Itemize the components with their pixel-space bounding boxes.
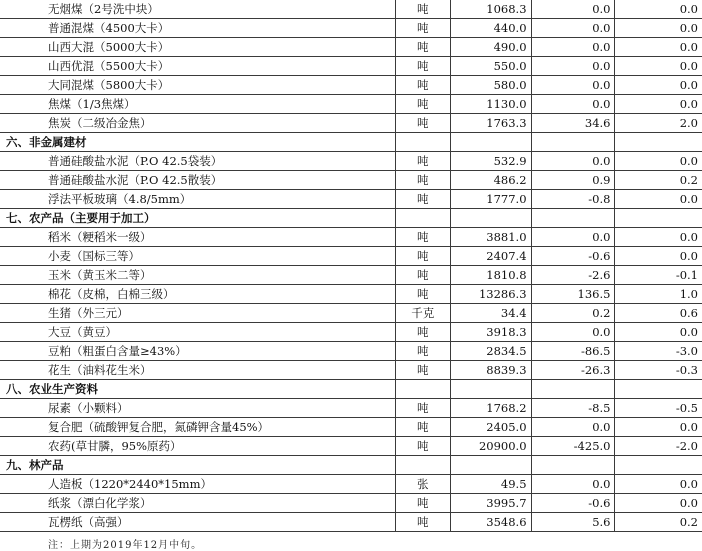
unit-cell (396, 456, 451, 475)
unit-cell: 吨 (396, 152, 451, 171)
category-row (0, 380, 702, 399)
change-cell (531, 380, 615, 399)
change-cell: 34.6 (531, 114, 615, 133)
item-name: 山西优混（5500大卡） (0, 57, 396, 76)
table-row (0, 399, 702, 418)
item-name: 浮法平板玻璃（4.8/5mm） (0, 190, 396, 209)
table-row (0, 38, 702, 57)
unit-cell: 吨 (396, 437, 451, 456)
change-cell (531, 209, 615, 228)
price-cell: 1068.3 (450, 0, 531, 19)
item-name: 大同混煤（5800大卡） (0, 76, 396, 95)
table-row (0, 323, 702, 342)
unit-cell: 吨 (396, 171, 451, 190)
change-cell: -0.8 (531, 190, 615, 209)
table-row (0, 247, 702, 266)
change-cell: -26.3 (531, 361, 615, 380)
percent-cell: 0.0 (615, 228, 702, 247)
table-row (0, 19, 702, 38)
percent-cell: 1.0 (615, 285, 702, 304)
table-row (0, 437, 702, 456)
table-row (0, 114, 702, 133)
category-title: 七、农产品（主要用于加工） (0, 209, 396, 228)
price-cell (450, 133, 531, 152)
percent-cell: 0.0 (615, 76, 702, 95)
percent-cell: 0.0 (615, 494, 702, 513)
percent-cell (615, 380, 702, 399)
unit-cell: 吨 (396, 190, 451, 209)
table-row (0, 418, 702, 437)
item-name: 无烟煤（2号洗中块） (0, 0, 396, 19)
category-row (0, 209, 702, 228)
change-cell: 0.0 (531, 19, 615, 38)
percent-cell: 0.0 (615, 0, 702, 19)
item-name: 棉花（皮棉，白棉三级） (0, 285, 396, 304)
price-cell: 490.0 (450, 38, 531, 57)
price-cell: 49.5 (450, 475, 531, 494)
price-cell: 1777.0 (450, 190, 531, 209)
price-cell: 13286.3 (450, 285, 531, 304)
change-cell: -0.6 (531, 247, 615, 266)
item-name: 普通硅酸盐水泥（P.O 42.5袋装） (0, 152, 396, 171)
change-cell: 0.0 (531, 323, 615, 342)
change-cell (531, 456, 615, 475)
category-title: 九、林产品 (0, 456, 396, 475)
price-cell: 2834.5 (450, 342, 531, 361)
item-name: 复合肥（硫酸钾复合肥，氮磷钾含量45%） (0, 418, 396, 437)
unit-cell: 吨 (396, 247, 451, 266)
table-row (0, 266, 702, 285)
unit-cell: 吨 (396, 266, 451, 285)
table-row (0, 494, 702, 513)
percent-cell: 0.0 (615, 418, 702, 437)
change-cell: 136.5 (531, 285, 615, 304)
percent-cell (615, 209, 702, 228)
change-cell (531, 133, 615, 152)
change-cell: 5.6 (531, 513, 615, 532)
table-row (0, 95, 702, 114)
change-cell: 0.0 (531, 76, 615, 95)
unit-cell: 吨 (396, 38, 451, 57)
percent-cell: 0.6 (615, 304, 702, 323)
change-cell: 0.0 (531, 38, 615, 57)
percent-cell: 0.2 (615, 171, 702, 190)
item-name: 生猪（外三元） (0, 304, 396, 323)
price-cell: 1810.8 (450, 266, 531, 285)
price-cell: 3548.6 (450, 513, 531, 532)
category-title: 八、农业生产资料 (0, 380, 396, 399)
table-row (0, 228, 702, 247)
footnote: 注：上期为2019年12月中旬。 (48, 540, 203, 551)
item-name: 山西大混（5000大卡） (0, 38, 396, 57)
item-name: 玉米（黄玉米二等） (0, 266, 396, 285)
table-row (0, 513, 702, 532)
change-cell: 0.2 (531, 304, 615, 323)
change-cell: 0.0 (531, 57, 615, 76)
change-cell: -8.5 (531, 399, 615, 418)
item-name: 豆粕（粗蛋白含量≥43%） (0, 342, 396, 361)
change-cell: 0.0 (531, 228, 615, 247)
unit-cell: 吨 (396, 494, 451, 513)
item-name: 纸浆（漂白化学浆） (0, 494, 396, 513)
price-cell: 550.0 (450, 57, 531, 76)
change-cell: -425.0 (531, 437, 615, 456)
item-name: 普通混煤（4500大卡） (0, 19, 396, 38)
price-cell: 3881.0 (450, 228, 531, 247)
price-cell: 3918.3 (450, 323, 531, 342)
price-cell: 532.9 (450, 152, 531, 171)
price-cell: 2407.4 (450, 247, 531, 266)
category-row (0, 456, 702, 475)
item-name: 瓦楞纸（高强） (0, 513, 396, 532)
unit-cell: 吨 (396, 228, 451, 247)
price-cell: 1763.3 (450, 114, 531, 133)
unit-cell (396, 209, 451, 228)
unit-cell: 吨 (396, 323, 451, 342)
change-cell: 0.0 (531, 152, 615, 171)
percent-cell: 0.0 (615, 152, 702, 171)
unit-cell: 吨 (396, 19, 451, 38)
unit-cell (396, 133, 451, 152)
unit-cell: 吨 (396, 76, 451, 95)
category-row (0, 133, 702, 152)
change-cell: -0.6 (531, 494, 615, 513)
change-cell: 0.0 (531, 475, 615, 494)
table-row (0, 475, 702, 494)
percent-cell: -0.5 (615, 399, 702, 418)
table-row (0, 57, 702, 76)
item-name: 农药(草甘膦，95%原药） (0, 437, 396, 456)
price-cell: 2405.0 (450, 418, 531, 437)
item-name: 大豆（黄豆） (0, 323, 396, 342)
table-row (0, 171, 702, 190)
percent-cell: 0.0 (615, 190, 702, 209)
table-row (0, 361, 702, 380)
percent-cell (615, 456, 702, 475)
table-row (0, 0, 702, 19)
change-cell: 0.9 (531, 171, 615, 190)
percent-cell: 0.0 (615, 95, 702, 114)
unit-cell: 吨 (396, 285, 451, 304)
change-cell: 0.0 (531, 0, 615, 19)
change-cell: 0.0 (531, 418, 615, 437)
price-cell: 486.2 (450, 171, 531, 190)
percent-cell: 0.0 (615, 38, 702, 57)
price-cell: 1130.0 (450, 95, 531, 114)
price-cell: 1768.2 (450, 399, 531, 418)
unit-cell: 吨 (396, 57, 451, 76)
price-cell (450, 380, 531, 399)
item-name: 小麦（国标三等） (0, 247, 396, 266)
price-cell: 580.0 (450, 76, 531, 95)
change-cell: -2.6 (531, 266, 615, 285)
table-row (0, 76, 702, 95)
unit-cell: 吨 (396, 342, 451, 361)
item-name: 人造板（1220*2440*15mm） (0, 475, 396, 494)
percent-cell: 0.2 (615, 513, 702, 532)
price-cell: 34.4 (450, 304, 531, 323)
unit-cell: 吨 (396, 418, 451, 437)
unit-cell: 吨 (396, 114, 451, 133)
item-name: 焦煤（1/3焦煤） (0, 95, 396, 114)
table-row (0, 342, 702, 361)
unit-cell: 吨 (396, 0, 451, 19)
percent-cell: -3.0 (615, 342, 702, 361)
item-name: 尿素（小颗料） (0, 399, 396, 418)
price-cell (450, 456, 531, 475)
unit-cell: 吨 (396, 513, 451, 532)
item-name: 焦炭（二级冶金焦） (0, 114, 396, 133)
percent-cell: 0.0 (615, 475, 702, 494)
price-cell: 20900.0 (450, 437, 531, 456)
unit-cell: 吨 (396, 361, 451, 380)
percent-cell: 0.0 (615, 323, 702, 342)
change-cell: 0.0 (531, 95, 615, 114)
table-row (0, 190, 702, 209)
percent-cell: 2.0 (615, 114, 702, 133)
table-row (0, 285, 702, 304)
percent-cell: 0.0 (615, 19, 702, 38)
percent-cell: -0.1 (615, 266, 702, 285)
category-title: 六、非金属建材 (0, 133, 396, 152)
percent-cell: -2.0 (615, 437, 702, 456)
unit-cell: 吨 (396, 399, 451, 418)
table-row (0, 304, 702, 323)
unit-cell: 吨 (396, 95, 451, 114)
percent-cell: 0.0 (615, 57, 702, 76)
unit-cell (396, 380, 451, 399)
percent-cell: -0.3 (615, 361, 702, 380)
unit-cell: 千克 (396, 304, 451, 323)
item-name: 花生（油料花生米） (0, 361, 396, 380)
percent-cell (615, 133, 702, 152)
price-cell: 3995.7 (450, 494, 531, 513)
percent-cell: 0.0 (615, 247, 702, 266)
price-cell (450, 209, 531, 228)
unit-cell: 张 (396, 475, 451, 494)
table-row (0, 152, 702, 171)
change-cell: -86.5 (531, 342, 615, 361)
item-name: 稻米（粳稻米一级） (0, 228, 396, 247)
price-cell: 8839.3 (450, 361, 531, 380)
price-cell: 440.0 (450, 19, 531, 38)
item-name: 普通硅酸盐水泥（P.O 42.5散装） (0, 171, 396, 190)
